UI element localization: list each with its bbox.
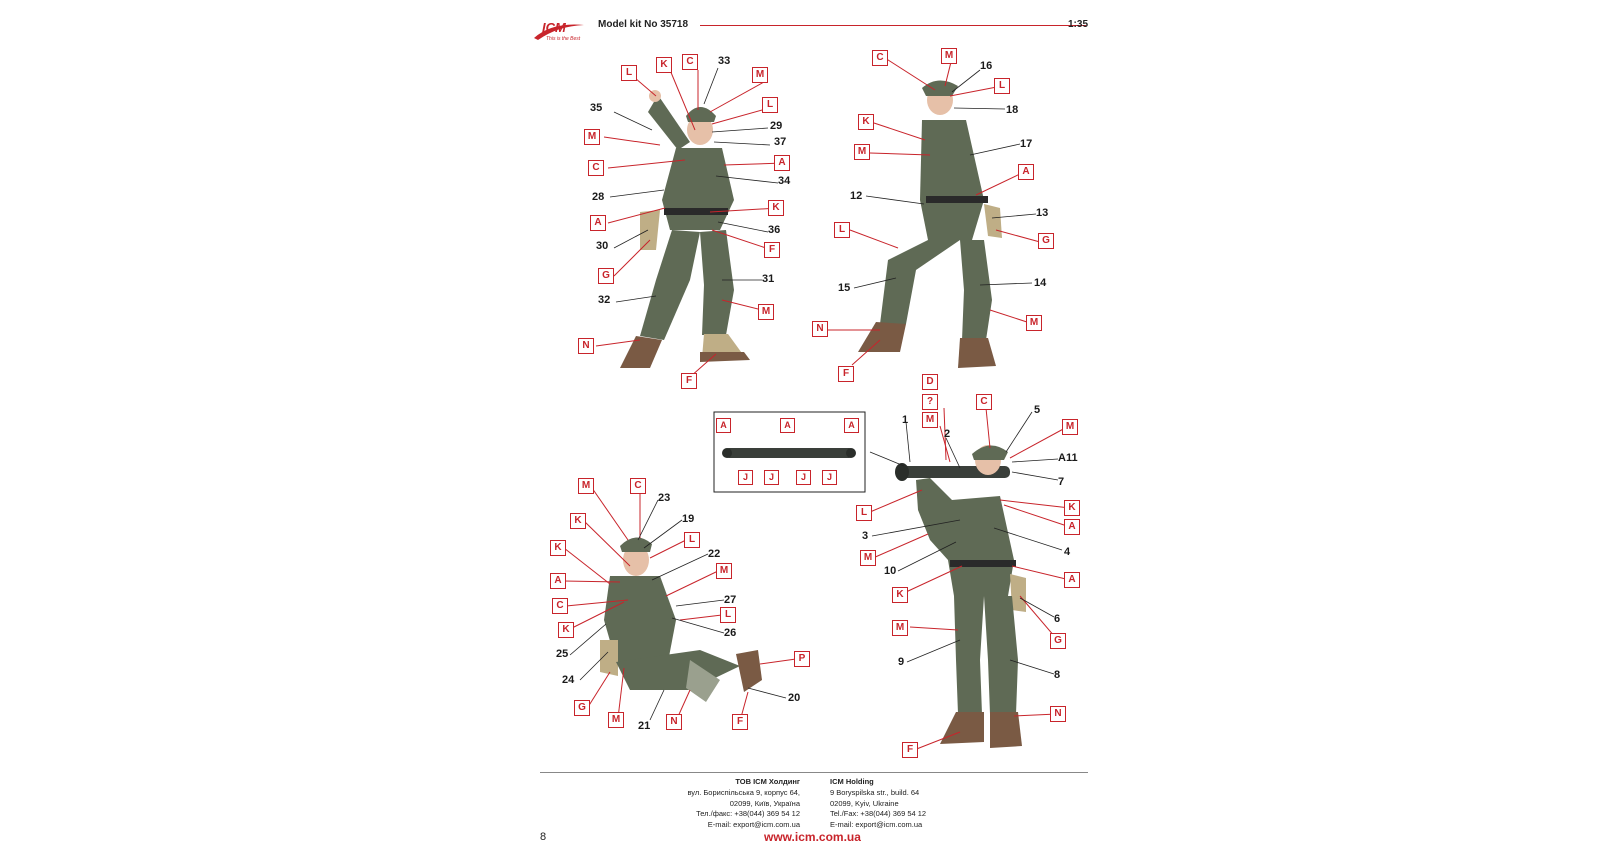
color-callout: C [552,598,568,614]
color-callout: K [558,622,574,638]
color-callout: L [684,532,700,548]
color-callout: A [774,155,790,171]
color-callout: G [1038,233,1054,249]
color-callout: K [550,540,566,556]
part-number: 21 [638,720,651,732]
color-callout: L [621,65,637,81]
kit-title: Model kit No 35718 [598,19,689,30]
address-line: 02099, Kyiv, Ukraine [830,798,899,808]
address-en [830,777,1030,831]
part-number: 26 [724,627,737,639]
color-callout: M [854,144,870,160]
address-line: 9 Boryspilska str., build. 64 [830,787,920,797]
part-number: 15 [838,282,851,294]
color-callout: C [872,50,888,66]
color-callout: A [550,573,566,589]
color-callout: F [764,242,780,258]
part-number: 22 [708,548,721,560]
part-number: 30 [596,240,609,252]
part-number: 10 [884,565,897,577]
color-callout: M [1026,315,1042,331]
part-number: 24 [562,674,575,686]
company-name-ua: ТОВ ICM Холдинг [735,777,800,786]
part-number: 7 [1058,476,1065,488]
part-number: A11 [1058,452,1078,464]
color-callout: K [1064,500,1080,516]
part-number: 32 [598,294,611,306]
color-callout: F [838,366,854,382]
phone-line: Tel./Fax: +38(044) 369 54 12 [830,809,927,819]
website-link[interactable]: www.icm.com.ua [764,830,861,844]
part-number: 6 [1054,613,1061,625]
part-number: 36 [768,224,781,236]
part-number: 1 [902,414,909,426]
color-callout: G [1050,633,1066,649]
color-callout: N [1050,706,1066,722]
color-callout: C [588,160,604,176]
phone-line: Тел./факс: +38(044) 369 54 12 [696,809,800,819]
figure-2-art [858,80,1002,368]
color-callout: M [578,478,594,494]
color-callout: A [590,215,606,231]
color-callout: K [570,513,586,529]
part-number: 28 [592,191,605,203]
color-callout: M [752,67,768,83]
part-number: 23 [658,492,671,504]
color-callout: L [834,222,850,238]
part-number: 31 [762,273,775,285]
part-number: 35 [590,102,603,114]
color-callout: A [1018,164,1034,180]
footer-rule [540,772,1088,773]
color-callout: A [716,418,731,433]
color-callout: M [608,712,624,728]
color-callout: F [902,742,918,758]
color-callout: L [762,97,778,113]
color-callout: J [764,470,779,485]
part-number: 34 [778,175,791,187]
color-callout: A [780,418,795,433]
part-number: 17 [1020,138,1033,150]
color-callout: K [892,587,908,603]
part-number: 25 [556,648,569,660]
scale-label: 1:35 [1068,19,1089,30]
color-callout: N [666,714,682,730]
brand-name: ICM [542,20,566,35]
brand-slogan: This is the Best [546,36,581,42]
color-callout: G [598,268,614,284]
email-line: E-mail: export@icm.com.ua [707,820,800,830]
color-callout: D [922,374,938,390]
email-line: E-mail: export@icm.com.ua [830,820,923,830]
color-callout: J [796,470,811,485]
color-callout: L [994,78,1010,94]
address-line: 02099, Київ, Україна [729,798,800,808]
color-callout: M [1062,419,1078,435]
color-callout: N [812,321,828,337]
part-number: 14 [1034,277,1047,289]
color-callout: F [681,373,697,389]
color-callout: M [922,412,938,428]
company-name-en: ICM Holding [830,777,874,786]
part-number: 29 [770,120,783,132]
part-number: 5 [1034,404,1041,416]
part-number: 33 [718,55,731,67]
color-callout: C [682,54,698,70]
color-callout: M [716,563,732,579]
part-number: 27 [724,594,737,606]
color-callout: G [574,700,590,716]
color-callout: K [858,114,874,130]
color-callout: K [768,200,784,216]
color-callout: M [941,48,957,64]
color-callout: N [578,338,594,354]
figure-4-art [895,445,1026,748]
part-number: 37 [774,136,787,148]
color-callout: J [822,470,837,485]
part-number: 9 [898,656,905,668]
color-callout: F [732,714,748,730]
part-number: 4 [1064,546,1071,558]
part-number: 3 [862,530,869,542]
color-callout: K [656,57,672,73]
color-callout: A [1064,519,1080,535]
color-callout: J [738,470,753,485]
address-line: вул. Бориспільська 9, корпус 64, [687,787,800,797]
part-number: 19 [682,513,695,525]
color-callout: C [976,394,992,410]
color-callout: ? [922,394,938,410]
color-callout: M [758,304,774,320]
address-ua [600,777,800,831]
part-number: 8 [1054,669,1061,681]
color-callout: C [630,478,646,494]
part-number: 18 [1006,104,1019,116]
part-number: 12 [850,190,863,202]
part-number: 13 [1036,207,1049,219]
color-callout: M [584,129,600,145]
color-callout: A [844,418,859,433]
figure-1-art [620,90,750,368]
color-callout: M [860,550,876,566]
color-callout: P [794,651,810,667]
part-number: 2 [944,428,951,440]
page-number: 8 [540,831,547,843]
color-callout: L [856,505,872,521]
part-number: 20 [788,692,801,704]
color-callout: L [720,607,736,623]
color-callout: A [1064,572,1080,588]
color-callout: M [892,620,908,636]
part-number: 16 [980,60,993,72]
